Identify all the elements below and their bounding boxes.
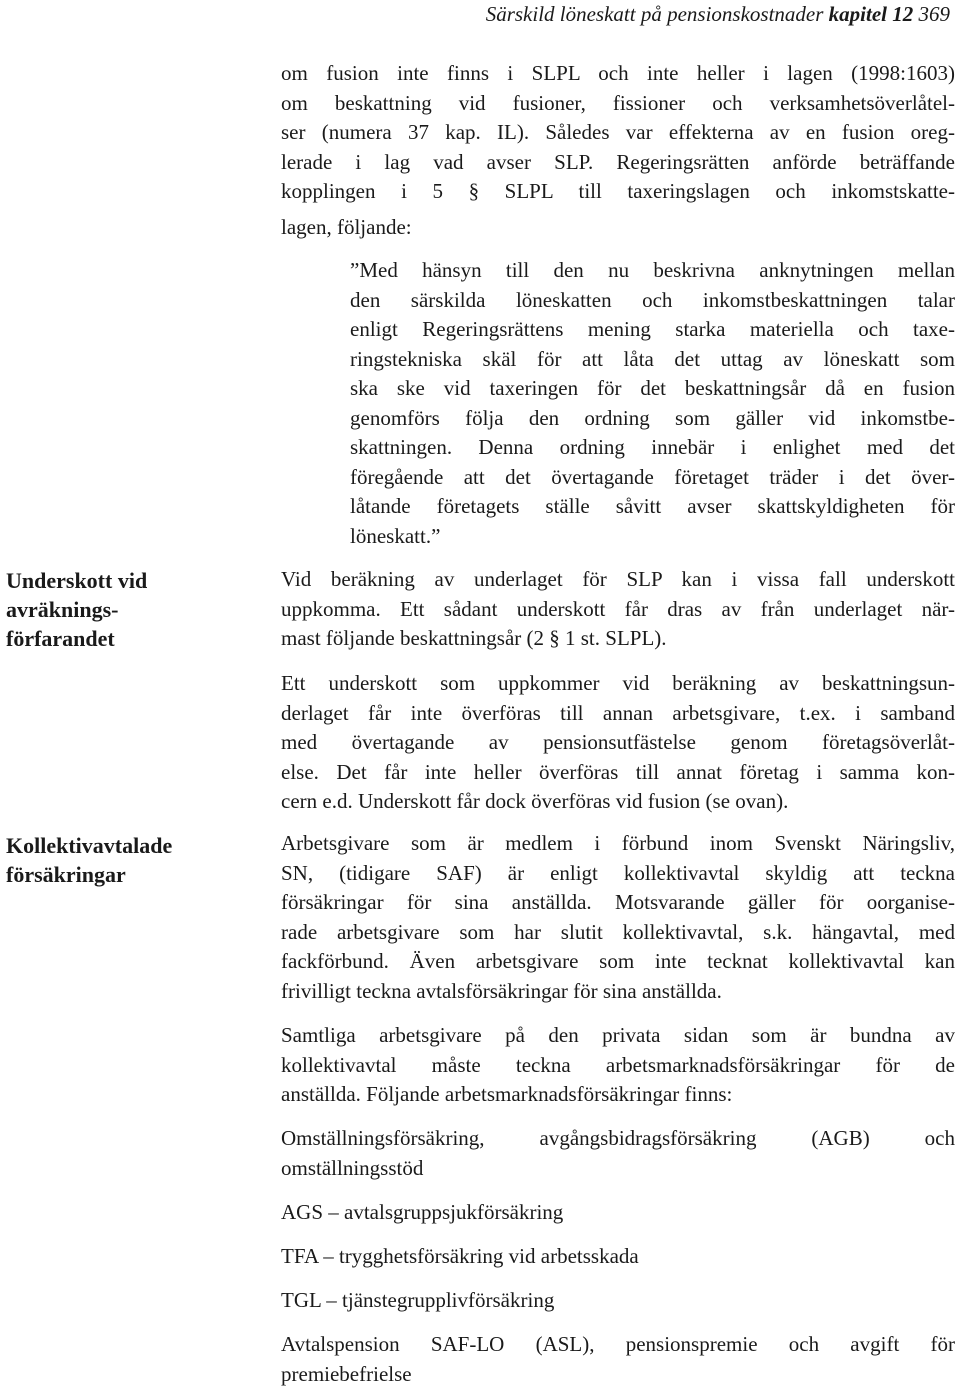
list-item: TFA – trygghetsförsäkring vid arbetsskada (281, 1244, 639, 1268)
text-line: skattningen. Denna ordning innebär i enlighet med det (350, 435, 955, 459)
page-number: 369 (918, 2, 950, 26)
margin-note-line: försäkringar (6, 862, 126, 887)
text-line: den särskilda löneskatten och inkomstbeskattningen talar (350, 287, 955, 312)
text-line: anställda. Följande arbetsmarknadsförsäkringar finns: (281, 1082, 733, 1106)
text-line: ringstekniska skäl för att låta det uttag av löneskatt som (350, 346, 955, 371)
text-line: kopplingen i 5 § SLPL till taxeringslagen och inkomstskatte- (281, 179, 955, 203)
paragraph-samtliga (281, 1021, 955, 1110)
margin-note-line: förfarandet (6, 626, 115, 651)
running-header (486, 2, 950, 27)
margin-note-underskott (6, 566, 206, 653)
text-line: lerade i lag vad avser SLP. Regeringsrätten anförde beträffande (281, 149, 955, 174)
text-line: låtande företagets ställe såvitt avser skattskyldigheten för (350, 494, 955, 518)
paragraph-underskott (281, 565, 955, 654)
text-line: med övertagande av pensionsutfästelse genom företagsöverlåt- (281, 730, 955, 754)
paragraph-overforing (281, 669, 955, 817)
list-item (281, 1124, 955, 1183)
text-line: frivilligt teckna avtalsförsäkringar för sina anställda. (281, 978, 722, 1003)
text-line: om beskattning vid fusioner, fissioner och verksamhetsöverlåtel- (281, 90, 955, 115)
quote-regeringsratten (350, 256, 955, 551)
text-line: genomförs följa den ordning som gäller vid inkomstbe- (350, 405, 955, 430)
running-header-title: Särskild löneskatt på pensionskostnader (485, 2, 824, 26)
paragraph-fusion (281, 59, 955, 242)
list-item: AGS – avtalsgruppsjukförsäkring (281, 1200, 564, 1224)
text-line: löneskatt.” (350, 523, 441, 548)
text-line: fackförbund. Även arbetsgivare som inte tecknat kollektivavtal kan (281, 949, 955, 973)
text-line: premiebefrielse (281, 1361, 412, 1386)
text-line: mast följande beskattningsår (2 § 1 st. SLPL). (281, 626, 667, 650)
text-line: uppkomma. Ett sådant underskott får dras av från underlaget när- (281, 596, 955, 621)
text-line: ska ske vid taxeringen för det beskattningsår då en fusion (350, 376, 955, 400)
margin-note-line: Kollektivavtalade (6, 833, 173, 858)
text-line: enligt Regeringsrättens mening starka materiella och taxe- (350, 317, 955, 341)
text-line: lagen, följande: (281, 214, 412, 239)
margin-note-kollektivavtal (6, 831, 206, 889)
text-line: omställningsstöd (281, 1155, 424, 1180)
text-line: föregående att det övertagande företaget träder i det över- (350, 464, 955, 489)
text-line: ser (numera 37 kap. IL). Således var effekterna av en fusion oreg- (281, 120, 955, 144)
margin-note-line: avräknings- (6, 597, 119, 622)
paragraph-arbetsgivare (281, 829, 955, 1006)
text-line: Arbetsgivare som är medlem i förbund inom Svenskt Näringsliv, (281, 831, 955, 855)
text-line: Omställningsförsäkring, avgångsbidragsförsäkring (AGB) och (281, 1126, 955, 1150)
list-item: TGL – tjänstegrupplivförsäkring (281, 1288, 555, 1312)
text-line: Vid beräkning av underlaget för SLP kan i vissa fall underskott (281, 567, 955, 591)
running-header-chapter: kapitel 12 (828, 2, 914, 26)
text-line: derlaget får inte överföras till annan arbetsgivare, t.ex. i samband (281, 700, 955, 725)
margin-note-line: Underskott vid (6, 568, 148, 593)
text-line: Samtliga arbetsgivare på den privata sidan som är bundna av (281, 1023, 955, 1047)
text-line: försäkringar för sina anställda. Motsvarande gäller för oorganise- (281, 890, 955, 914)
text-line: Avtalspension SAF-LO (ASL), pensionspremie och avgift för (281, 1332, 955, 1356)
list-item (281, 1330, 955, 1389)
text-line: SN, (tidigare SAF) är enligt kollektivavtal skyldig att teckna (281, 860, 955, 885)
text-line: kollektivavtal måste teckna arbetsmarknadsförsäkringar för de (281, 1052, 955, 1077)
text-line: cern e.d. Underskott får dock överföras vid fusion (se ovan). (281, 789, 789, 813)
text-line: ”Med hänsyn till den nu beskrivna anknytningen mellan (350, 258, 955, 282)
text-line: om fusion inte finns i SLPL och inte heller i lagen (1998:1603) (281, 61, 955, 85)
text-line: Ett underskott som uppkommer vid beräkning av beskattningsun- (281, 671, 955, 695)
text-line: else. Det får inte heller överföras till annat företag i samma kon- (281, 759, 955, 784)
text-line: rade arbetsgivare som har slutit kollektivavtal, s.k. hängavtal, med (281, 919, 955, 944)
